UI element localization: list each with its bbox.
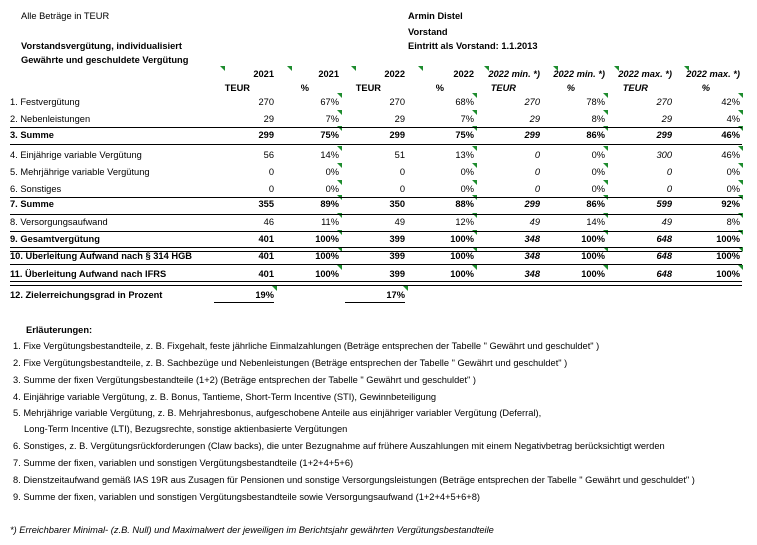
table-cell: 7% bbox=[325, 114, 339, 124]
table-cell: 49 bbox=[529, 217, 540, 227]
table-cell: 350 bbox=[389, 199, 405, 209]
note-item: 2. Fixe Vergütungsbestandteile, z. B. Sachbezüge und Nebenleistungen (Beträge entsprechen der Tabelle " Gewährt und geschuldet" ) bbox=[13, 358, 568, 368]
table-cell: 0% bbox=[460, 167, 474, 177]
table-title: Vorstandsvergütung, individualisiert bbox=[21, 41, 182, 51]
table-cell: 46 bbox=[263, 217, 274, 227]
cell-marker-icon bbox=[472, 93, 477, 98]
table-cell: 100% bbox=[315, 269, 339, 279]
table-cell: 0% bbox=[591, 184, 605, 194]
note-item: 4. Einjährige variable Vergütung, z. B. Bonus, Tantieme, Short-Term Incentive (STI), Gewinnbeteiligung bbox=[13, 392, 437, 402]
cell-marker-icon bbox=[220, 66, 225, 71]
table-cell: 8% bbox=[591, 114, 605, 124]
row-label: 3. Summe bbox=[10, 130, 54, 140]
row-label: 12. Zielerreichungsgrad in Prozent bbox=[10, 290, 163, 300]
table-cell: 100% bbox=[716, 234, 740, 244]
table-cell: 0% bbox=[591, 150, 605, 160]
table-cell: 100% bbox=[450, 251, 474, 261]
table-cell: 348 bbox=[524, 234, 540, 244]
cell-marker-icon bbox=[337, 180, 342, 185]
table-cell: 100% bbox=[716, 269, 740, 279]
column-header-year: 2022 bbox=[453, 69, 474, 79]
cell-marker-icon bbox=[337, 163, 342, 168]
table-cell: 399 bbox=[389, 251, 405, 261]
table-cell: 29 bbox=[263, 114, 274, 124]
table-cell: 12% bbox=[455, 217, 474, 227]
table-cell: 348 bbox=[524, 251, 540, 261]
cell-marker-icon bbox=[738, 265, 743, 270]
table-cell: 399 bbox=[389, 234, 405, 244]
double-rule bbox=[10, 247, 742, 252]
table-subtitle: Gewährte und geschuldete Vergütung bbox=[21, 55, 189, 65]
table-cell: 100% bbox=[581, 269, 605, 279]
table-cell: 100% bbox=[315, 234, 339, 244]
table-cell: 401 bbox=[258, 269, 274, 279]
table-cell: 75% bbox=[320, 130, 339, 140]
column-header-unit: % bbox=[701, 83, 710, 93]
note-item: 7. Summe der fixen, variablen und sonstigen Vergütungsbestandteile (1+2+4+5+6) bbox=[13, 458, 354, 468]
table-cell: 4% bbox=[726, 114, 740, 124]
table-cell: 648 bbox=[656, 234, 672, 244]
note-item: Long-Term Incentive (LTI), Bezugsrechte, sonstige aktienbasierte Vergütungen bbox=[24, 424, 348, 434]
table-cell: 68% bbox=[455, 97, 474, 107]
table-cell: 49 bbox=[661, 217, 672, 227]
column-header-year: 2022 bbox=[384, 69, 405, 79]
column-header-unit: TEUR bbox=[355, 83, 381, 93]
table-cell: 299 bbox=[656, 130, 672, 140]
cell-marker-icon bbox=[738, 93, 743, 98]
cell-marker-icon bbox=[472, 180, 477, 185]
table-cell: 0% bbox=[325, 184, 339, 194]
table-cell: 0% bbox=[460, 184, 474, 194]
table-cell: 401 bbox=[258, 251, 274, 261]
cell-marker-icon bbox=[472, 163, 477, 168]
column-header-unit: % bbox=[566, 83, 575, 93]
table-cell: 0 bbox=[666, 184, 672, 194]
table-cell: 401 bbox=[258, 234, 274, 244]
table-rule bbox=[214, 302, 274, 303]
cell-marker-icon bbox=[614, 66, 619, 71]
column-header-unit: TEUR bbox=[622, 83, 648, 93]
column-header-year: 2022 min. *) bbox=[488, 69, 540, 79]
table-cell: 89% bbox=[320, 199, 339, 209]
table-cell: 299 bbox=[389, 130, 405, 140]
cell-marker-icon bbox=[403, 286, 408, 291]
table-cell: 299 bbox=[258, 130, 274, 140]
table-cell: 17% bbox=[386, 290, 405, 300]
cell-marker-icon bbox=[472, 110, 477, 115]
column-header-year: 2022 max. *) bbox=[618, 69, 672, 79]
note-item: 5. Mehrjährige variable Vergütung, z. B. Mehrjahresbonus, aufgeschobene Anteile aus einjähriger variabler Vergütung (Deferral), bbox=[13, 408, 542, 418]
column-header-unit: TEUR bbox=[490, 83, 516, 93]
table-cell: 270 bbox=[524, 97, 540, 107]
table-cell: 29 bbox=[394, 114, 405, 124]
note-item: 8. Dienstzeitaufwand gemäß IAS 19R aus Zusagen für Pensionen und sonstige Versorgungsleistungen (Beträge entsprechen der Tabelle " Gewährt und geschuldet" ) bbox=[13, 475, 695, 485]
footnote: *) Erreichbarer Minimal- (z.B. Null) und Maximalwert der jeweiligen im Berichtsjahr gewährten Vergütungsbestandteile bbox=[10, 525, 494, 535]
table-cell: 100% bbox=[315, 251, 339, 261]
table-cell: 19% bbox=[255, 290, 274, 300]
row-label: 9. Gesamtvergütung bbox=[10, 234, 100, 244]
row-label: 2. Nebenleistungen bbox=[10, 114, 91, 124]
table-rule bbox=[345, 302, 405, 303]
table-cell: 46% bbox=[721, 150, 740, 160]
cell-marker-icon bbox=[738, 110, 743, 115]
table-cell: 14% bbox=[586, 217, 605, 227]
column-header-unit: % bbox=[435, 83, 444, 93]
cell-marker-icon bbox=[553, 66, 558, 71]
table-cell: 355 bbox=[258, 199, 274, 209]
column-header-year: 2021 bbox=[253, 69, 274, 79]
note-item: 9. Summe der fixen, variablen und sonstigen Vergütungsbestandteile sowie Versorgungsaufwand (1+2+4+5+6+8) bbox=[13, 492, 480, 502]
cell-marker-icon bbox=[287, 66, 292, 71]
table-cell: 46% bbox=[721, 130, 740, 140]
table-cell: 0 bbox=[268, 184, 274, 194]
row-label: 7. Summe bbox=[10, 199, 54, 209]
person-role: Vorstand bbox=[408, 27, 448, 37]
cell-marker-icon bbox=[272, 286, 277, 291]
table-cell: 0% bbox=[726, 184, 740, 194]
table-cell: 51 bbox=[394, 150, 405, 160]
table-cell: 49 bbox=[394, 217, 405, 227]
table-cell: 0 bbox=[399, 184, 405, 194]
table-cell: 0% bbox=[325, 167, 339, 177]
table-cell: 75% bbox=[455, 130, 474, 140]
table-cell: 270 bbox=[656, 97, 672, 107]
cell-marker-icon bbox=[472, 146, 477, 151]
double-rule bbox=[10, 281, 742, 286]
table-cell: 100% bbox=[581, 234, 605, 244]
cell-marker-icon bbox=[472, 265, 477, 270]
table-cell: 100% bbox=[581, 251, 605, 261]
row-label: 6. Sonstiges bbox=[10, 184, 62, 194]
table-cell: 399 bbox=[389, 269, 405, 279]
cell-marker-icon bbox=[738, 163, 743, 168]
table-cell: 270 bbox=[389, 97, 405, 107]
table-cell: 0 bbox=[268, 167, 274, 177]
table-rule bbox=[10, 264, 742, 265]
column-header-unit: TEUR bbox=[224, 83, 250, 93]
table-cell: 56 bbox=[263, 150, 274, 160]
table-cell: 86% bbox=[586, 130, 605, 140]
note-item: 3. Summe der fixen Vergütungsbestandteile (1+2) (Beträge entsprechen der Tabelle " Gewährt und geschuldet" ) bbox=[13, 375, 477, 385]
note-item: 1. Fixe Vergütungsbestandteile, z. B. Fixgehalt, feste jährliche Einmalzahlungen (Beträge entsprechen der Tabelle " Gewährt und geschuldet" ) bbox=[13, 341, 600, 351]
entry-date: Eintritt als Vorstand: 1.1.2013 bbox=[408, 41, 538, 51]
cell-marker-icon bbox=[337, 93, 342, 98]
cell-marker-icon bbox=[337, 265, 342, 270]
table-cell: 599 bbox=[656, 199, 672, 209]
cell-marker-icon bbox=[418, 66, 423, 71]
table-cell: 300 bbox=[656, 150, 672, 160]
table-rule bbox=[10, 197, 742, 198]
row-label: 1. Festvergütung bbox=[10, 97, 80, 107]
table-cell: 92% bbox=[721, 199, 740, 209]
table-cell: 0 bbox=[666, 167, 672, 177]
table-cell: 0% bbox=[591, 167, 605, 177]
row-label: 8. Versorgungsaufwand bbox=[10, 217, 108, 227]
cell-marker-icon bbox=[684, 66, 689, 71]
table-cell: 348 bbox=[524, 269, 540, 279]
row-label: 5. Mehrjährige variable Vergütung bbox=[10, 167, 150, 177]
column-header-year: 2022 max. *) bbox=[686, 69, 740, 79]
table-cell: 0 bbox=[534, 150, 540, 160]
table-rule bbox=[10, 214, 742, 215]
column-header-year: 2022 min. *) bbox=[553, 69, 605, 79]
table-rule bbox=[10, 231, 742, 232]
column-header-year: 2021 bbox=[318, 69, 339, 79]
cell-marker-icon bbox=[484, 66, 489, 71]
person-name: Armin Distel bbox=[408, 11, 463, 21]
table-cell: 42% bbox=[721, 97, 740, 107]
table-cell: 648 bbox=[656, 269, 672, 279]
table-cell: 0 bbox=[534, 184, 540, 194]
cell-marker-icon bbox=[351, 66, 356, 71]
table-cell: 8% bbox=[726, 217, 740, 227]
column-header-unit: % bbox=[300, 83, 309, 93]
table-cell: 13% bbox=[455, 150, 474, 160]
row-label: 11. Überleitung Aufwand nach IFRS bbox=[10, 269, 167, 279]
cell-marker-icon bbox=[738, 180, 743, 185]
table-cell: 299 bbox=[524, 130, 540, 140]
table-cell: 29 bbox=[661, 114, 672, 124]
table-cell: 0 bbox=[399, 167, 405, 177]
table-cell: 100% bbox=[450, 234, 474, 244]
row-label: 4. Einjährige variable Vergütung bbox=[10, 150, 142, 160]
table-cell: 648 bbox=[656, 251, 672, 261]
table-rule bbox=[10, 144, 742, 145]
table-cell: 11% bbox=[321, 217, 339, 227]
cell-marker-icon bbox=[337, 146, 342, 151]
table-cell: 100% bbox=[450, 269, 474, 279]
table-cell: 86% bbox=[586, 199, 605, 209]
table-cell: 78% bbox=[586, 97, 605, 107]
table-cell: 67% bbox=[320, 97, 339, 107]
table-cell: 29 bbox=[529, 114, 540, 124]
table-cell: 299 bbox=[524, 199, 540, 209]
table-cell: 0% bbox=[726, 167, 740, 177]
table-cell: 100% bbox=[716, 251, 740, 261]
table-cell: 7% bbox=[460, 114, 474, 124]
currency-note: Alle Beträge in TEUR bbox=[21, 11, 110, 21]
table-cell: 14% bbox=[320, 150, 339, 160]
cell-marker-icon bbox=[738, 146, 743, 151]
table-cell: 0 bbox=[534, 167, 540, 177]
row-label: 10. Überleitung Aufwand nach § 314 HGB bbox=[10, 251, 193, 261]
table-cell: 270 bbox=[258, 97, 274, 107]
note-item: 6. Sonstiges, z. B. Vergütungsrückforderungen (Claw backs), die unter Bezugnahme auf frühere Auszahlungen mit einem Negativbetrag berücksichtigt werden bbox=[13, 441, 665, 451]
cell-marker-icon bbox=[337, 110, 342, 115]
table-rule bbox=[10, 127, 742, 128]
table-cell: 88% bbox=[455, 199, 474, 209]
notes-title: Erläuterungen: bbox=[26, 325, 93, 335]
